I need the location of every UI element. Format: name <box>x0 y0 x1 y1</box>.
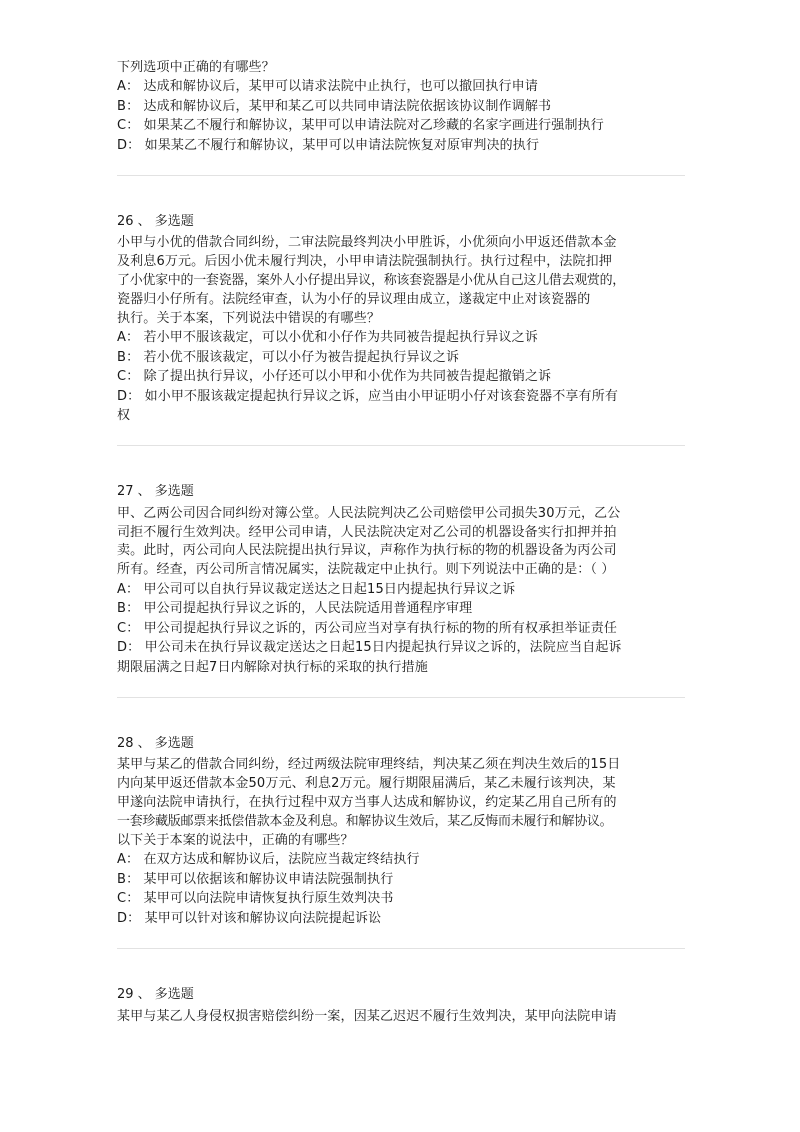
body-line: 一套珍藏版邮票来抵偿借款本金及利息。和解协议生效后，某乙反悔而未履行和解协议。 <box>117 813 613 829</box>
divider <box>117 175 685 176</box>
question-header: 28 、 多选题 <box>117 736 194 752</box>
body-line: 以下关于本案的说法中，正确的有哪些？ <box>117 832 354 848</box>
body-line: 所有。经查，丙公司所言情况属实，法院裁定中止执行。则下列说法中正确的是：（ ） <box>117 562 615 578</box>
body-line: 甲、乙两公司因合同纠纷对簿公堂。人民法院判决乙公司赔偿甲公司损失30万元，乙公 <box>117 505 621 521</box>
option-d-continued: 期限届满之日起7日内解除对执行标的采取的执行措施 <box>117 659 428 675</box>
question-26 <box>117 212 685 425</box>
body-line: 内向某甲返还借款本金50万元、利息2万元。履行期限届满后，某乙未履行该判决，某 <box>117 776 616 792</box>
divider <box>117 948 685 949</box>
body-line: 司拒不履行生效判决。经甲公司申请，人民法院决定对乙公司的机器设备实行扣押并拍 <box>117 524 617 540</box>
question-body <box>117 505 685 580</box>
option-c: C： 甲公司提起执行异议之诉的，丙公司应当对享有执行标的物的所有权承担举证责任 <box>117 620 618 636</box>
option-d: D： 某甲可以针对该和解协议向法院提起诉讼 <box>117 910 382 926</box>
option-a: A： 在双方达成和解协议后，法院应当裁定终结执行 <box>117 852 420 868</box>
question-stem-tail: 下列选项中正确的有哪些？ <box>117 60 275 75</box>
question-28 <box>117 734 685 928</box>
option-d: D： 如果某乙不履行和解协议，某甲可以申请法院恢复对原审判决的执行 <box>117 137 540 153</box>
option-d-continued: 权 <box>117 408 131 424</box>
option-b: B： 甲公司提起执行异议之诉的，人民法院适用普通程序审理 <box>117 601 473 617</box>
body-line: 小甲与小优的借款合同纠纷，二审法院最终判决小甲胜诉，小优须向小甲返还借款本金 <box>117 235 617 251</box>
question-header: 29 、 多选题 <box>117 987 194 1003</box>
option-a: A： 若小甲不服该裁定，可以小优和小仔作为共同被告提起执行异议之诉 <box>117 330 538 346</box>
body-line: 某甲与某乙的借款合同纠纷，经过两级法院审理终结，判决某乙须在判决生效后的15日 <box>117 757 621 773</box>
option-a: A： 甲公司可以自执行异议裁定送达之日起15日内提起执行异议之诉 <box>117 582 516 598</box>
option-c: C： 某甲可以向法院申请恢复执行原生效判决书 <box>117 891 394 907</box>
divider <box>117 445 685 446</box>
body-line: 瓷器归小仔所有。法院经审查，认为小仔的异议理由成立，遂裁定中止对该瓷器的 <box>117 291 591 307</box>
body-line: 执行。关于本案，下列说法中错误的有哪些？ <box>117 310 381 326</box>
question-29 <box>117 985 685 1026</box>
body-line: 及利息6万元。后因小优未履行判决，小甲申请法院强制执行。执行过程中，法院扣押 <box>117 254 612 270</box>
question-body <box>117 234 685 328</box>
question-body <box>117 756 685 850</box>
option-b: B： 某甲可以依据该和解协议申请法院强制执行 <box>117 871 394 887</box>
intro-block <box>117 58 685 155</box>
question-body <box>117 1008 685 1027</box>
option-c: C： 除了提出执行异议，小仔还可以小甲和小优作为共同被告提起撤销之诉 <box>117 369 552 385</box>
body-line: 甲遂向法院申请执行，在执行过程中双方当事人达成和解协议，约定某乙用自己所有的 <box>117 795 617 811</box>
option-d: D： 如小甲不服该裁定提起执行异议之诉，应当由小甲证明小仔对该套瓷器不享有所有 <box>117 388 618 404</box>
option-d: D： 甲公司未在执行异议裁定送达之日起15日内提起执行异议之诉的，法院应当自起诉 <box>117 640 622 656</box>
option-a: A： 达成和解协议后，某甲可以请求法院中止执行，也可以撤回执行申请 <box>117 79 538 95</box>
divider <box>117 697 685 698</box>
option-b: B： 达成和解协议后，某甲和某乙可以共同申请法院依据该协议制作调解书 <box>117 98 552 114</box>
question-header: 27 、 多选题 <box>117 484 194 500</box>
body-line: 某甲与某乙人身侵权损害赔偿纠纷一案，因某乙迟迟不履行生效判决，某甲向法院申请 <box>117 1008 617 1024</box>
document-page <box>117 58 685 1026</box>
question-header: 26 、 多选题 <box>117 214 194 230</box>
option-c: C： 如果某乙不履行和解协议，某甲可以申请法院对乙珍藏的名家字画进行强制执行 <box>117 118 604 134</box>
question-27 <box>117 482 685 677</box>
body-line: 卖。此时，丙公司向人民法院提出执行异议，声称作为执行标的物的机器设备为丙公司 <box>117 543 617 559</box>
body-line: 了小优家中的一套瓷器，案外人小仔提出异议，称该套瓷器是小优从自己这儿借去观赏的， <box>117 273 626 289</box>
option-b: B： 若小优不服该裁定，可以小仔为被告提起执行异议之诉 <box>117 349 460 365</box>
